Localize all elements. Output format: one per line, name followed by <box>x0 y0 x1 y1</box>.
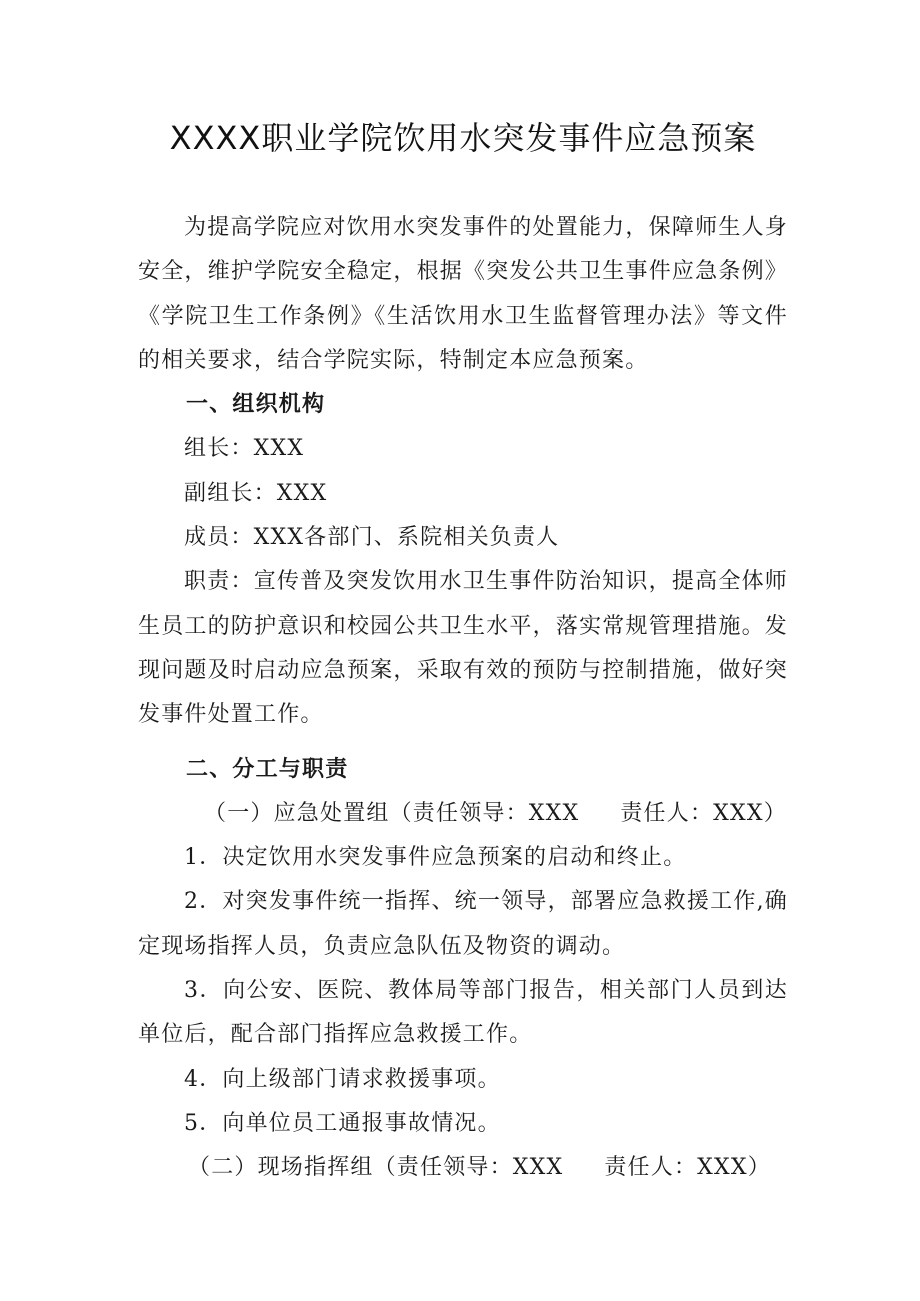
list-item: 2．对突发事件统一指挥、统一领导，部署应急救援工作,确定现场指挥人员，负责应急队伍及物资的调动。 <box>138 889 788 959</box>
duties-paragraph: 职责：宣传普及突发饮用水卫生事件防治知识，提高全体师生员工的防护意识和校园公共卫生水平，落实常规管理措施。发现问题及时启动应急预案，采取有效的预防与控制措施，做好突发事件处置工作。 <box>138 569 788 728</box>
subgroup-heading-emergency: （一）应急处置组（责任领导：XXX 责任人：XXX） <box>204 800 787 826</box>
list-item: 5．向单位员工通报事故情况。 <box>184 1110 501 1136</box>
leader-line: 组长：XXX <box>184 436 305 462</box>
list-item: 3．向公安、医院、教体局等部门报告，相关部门人员到达单位后，配合部门指挥应急救援工作。 <box>138 978 788 1048</box>
document-title: XXXX职业学院饮用水突发事件应急预案 <box>169 119 757 157</box>
section-heading-organization: 一、组织机构 <box>186 392 326 418</box>
list-item: 1．决定饮用水突发事件应急预案的启动和终止。 <box>184 845 687 871</box>
section-heading-division: 二、分工与职责 <box>186 756 349 782</box>
subgroup-heading-command: （二）现场指挥组（责任领导：XXX 责任人：XXX） <box>188 1155 771 1181</box>
members-line: 成员：XXX各部门、系院相关负责人 <box>184 525 560 551</box>
deputy-leader-line: 副组长：XXX <box>184 480 328 506</box>
intro-paragraph: 为提高学院应对饮用水突发事件的处置能力，保障师生人身安全，维护学院安全稳定，根据《突发公共卫生事件应急条例》《学院卫生工作条例》《生活饮用水卫生监督管理办法》等文件的相关要求，结合学院实际，特制定本应急预案。 <box>138 215 788 373</box>
list-item: 4．向上级部门请求救援事项。 <box>184 1066 501 1092</box>
